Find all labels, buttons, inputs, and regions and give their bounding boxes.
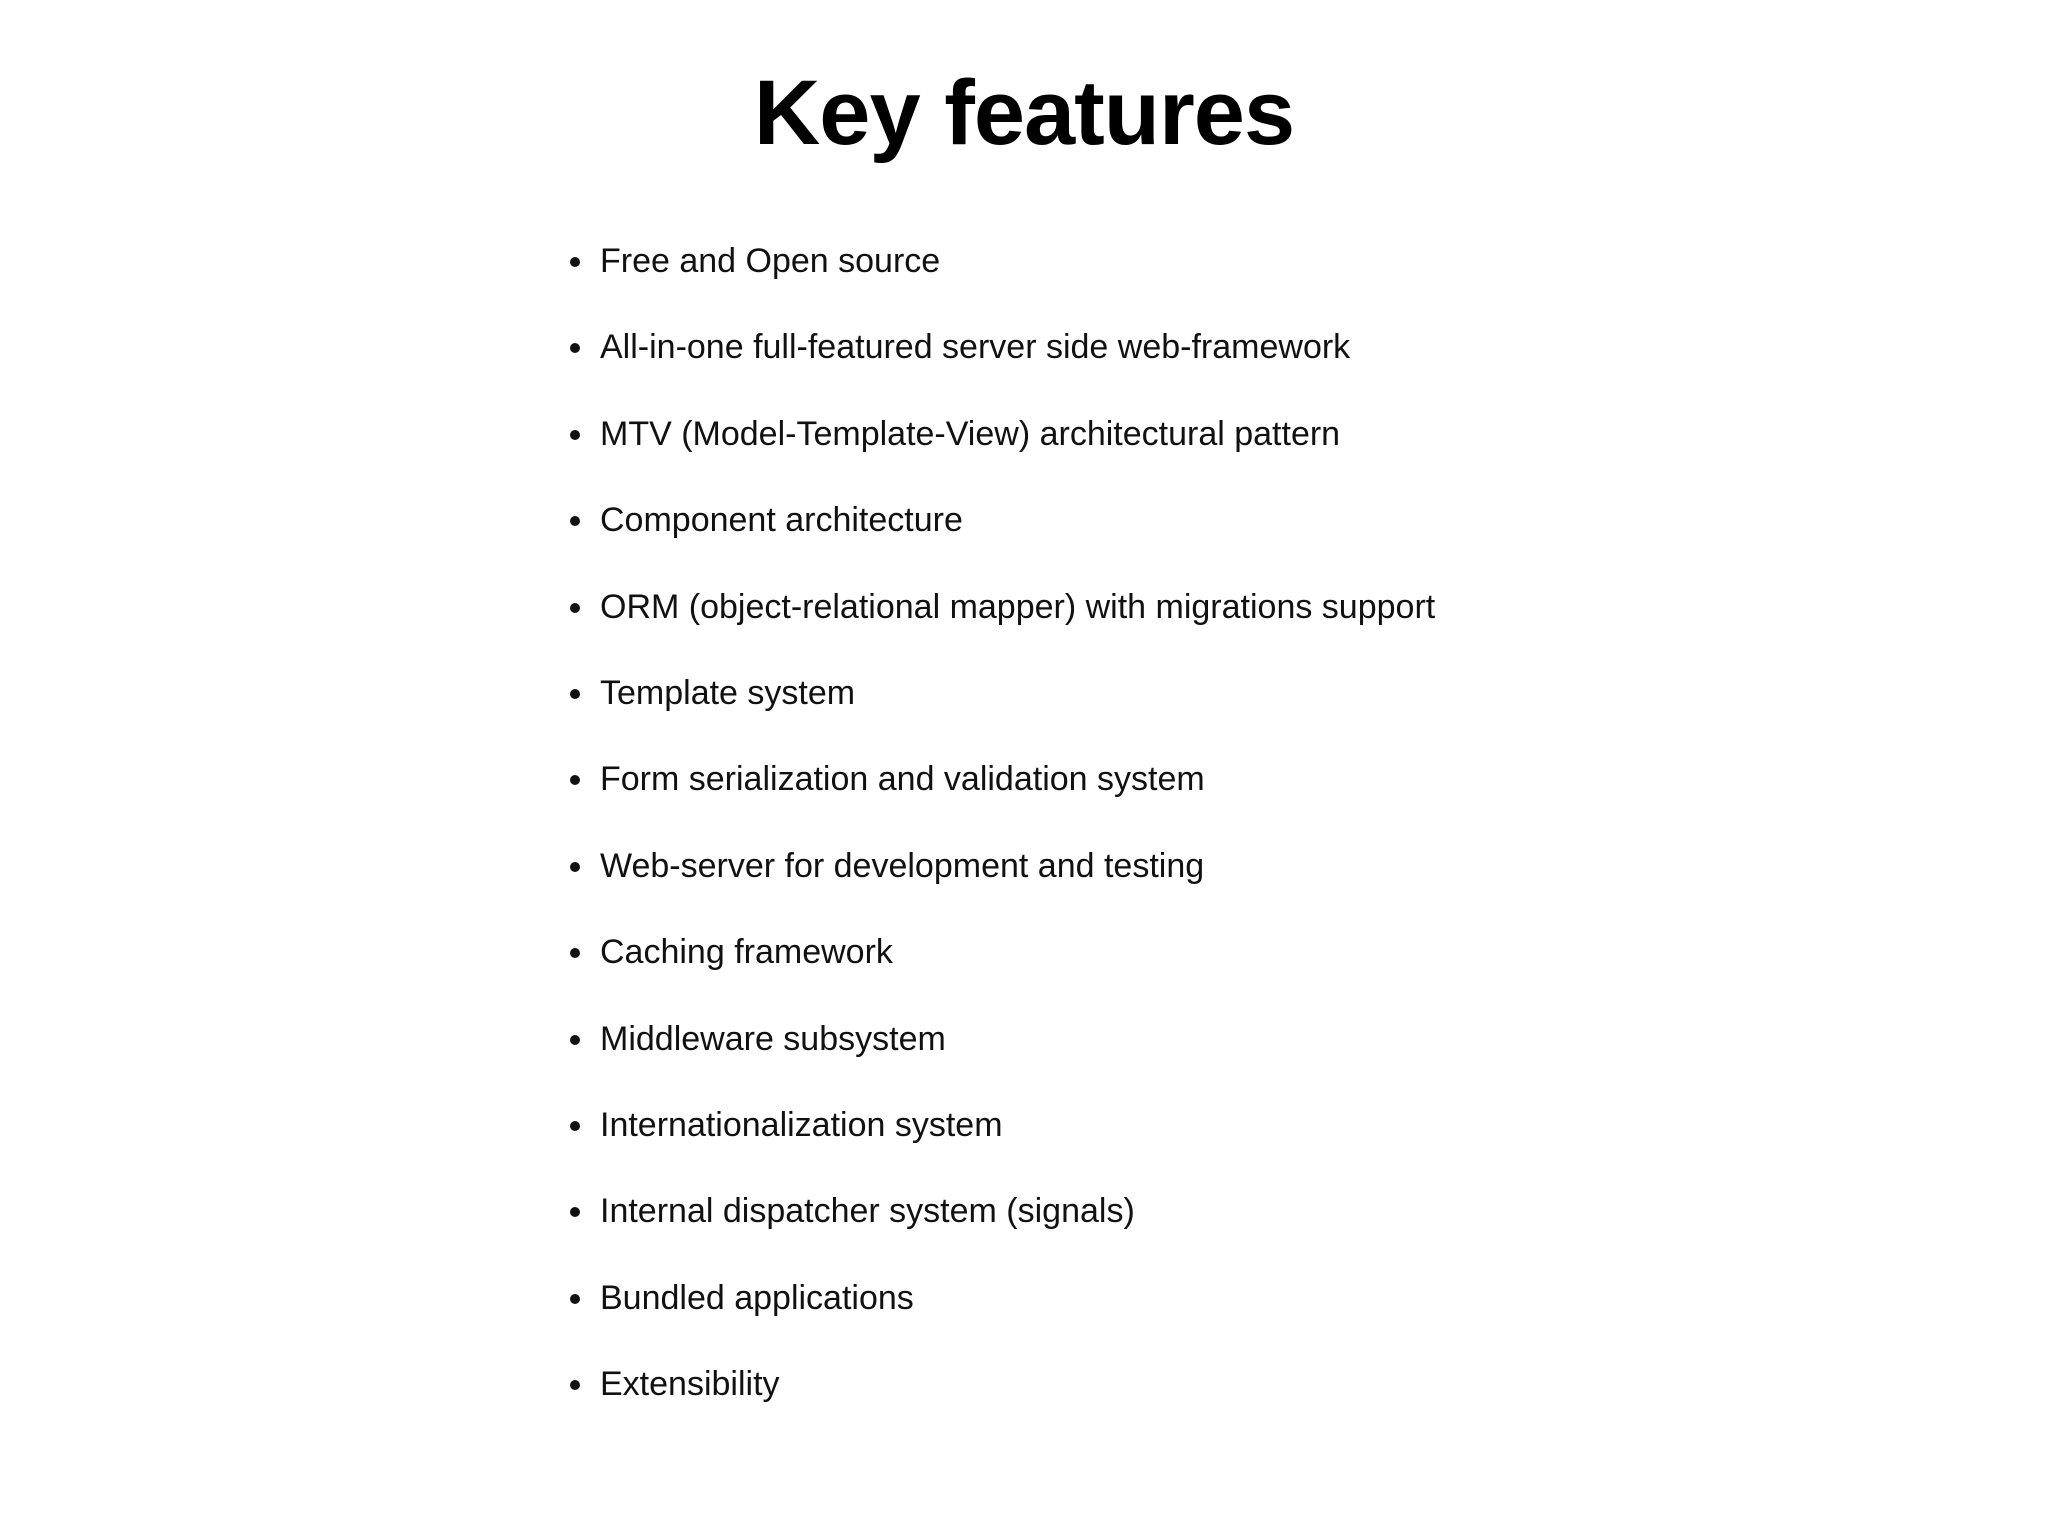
list-item (600, 841, 1435, 927)
list-item (600, 927, 1435, 1013)
list-item-text: MTV (Model-Template-View) architectural pattern (600, 414, 1341, 453)
bullet-icon (570, 1294, 580, 1304)
list-item-text: Internal dispatcher system (signals) (600, 1192, 1135, 1231)
bullet-icon (570, 689, 580, 699)
bullet-icon (570, 343, 580, 353)
bullet-icon (570, 948, 580, 958)
list-item-text: All-in-one full-featured server side web-framework (600, 328, 1351, 367)
list-item-text: Bundled applications (600, 1278, 914, 1317)
bullet-icon (570, 1121, 580, 1131)
list-item-text: Form serialization and validation system (600, 760, 1205, 799)
list-item-text: Internationalization system (600, 1105, 1003, 1144)
list-item-text: Free and Open source (600, 242, 941, 280)
list-item-text: Template system (600, 673, 856, 712)
bullet-icon (570, 603, 580, 613)
list-item (600, 754, 1435, 840)
list-item (600, 1014, 1435, 1100)
list-item (600, 1273, 1435, 1359)
list-item (600, 409, 1435, 495)
list-item-text: Middleware subsystem (600, 1019, 946, 1058)
bullet-icon (570, 257, 580, 267)
bullet-icon (570, 430, 580, 440)
list-item-text: Extensibility (600, 1365, 780, 1404)
bullet-icon (570, 1380, 580, 1390)
feature-list (600, 236, 1435, 1445)
bullet-icon (570, 516, 580, 526)
bullet-icon (570, 1207, 580, 1217)
list-item-text: Web-server for development and testing (600, 846, 1205, 885)
bullet-icon (570, 775, 580, 785)
bullet-icon (570, 862, 580, 872)
slide-title: Key features (753, 62, 1295, 164)
list-item (600, 495, 1435, 581)
list-item-text: Component architecture (600, 501, 963, 540)
list-item-text: ORM (object-relational mapper) with migrations support (600, 587, 1436, 626)
list-item (600, 322, 1435, 408)
bullet-icon (570, 1035, 580, 1045)
list-item-text: Caching framework (600, 933, 893, 972)
list-item (600, 236, 1435, 322)
list-item (600, 668, 1435, 754)
list-item (600, 1186, 1435, 1272)
list-item (600, 1359, 1435, 1445)
list-item (600, 582, 1435, 668)
list-item (600, 1100, 1435, 1186)
